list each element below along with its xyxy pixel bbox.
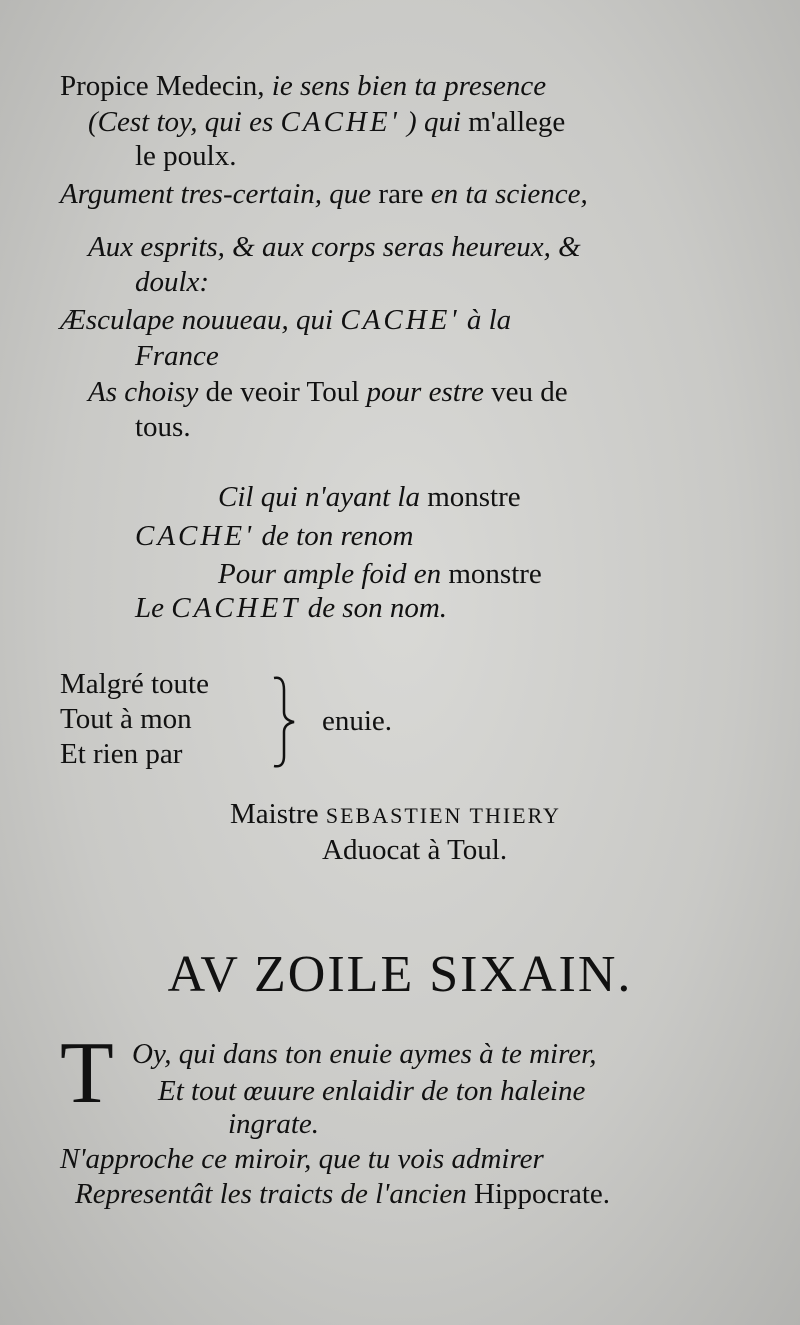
section-title: AV ZOILE SIXAIN. [167, 946, 633, 1003]
poem1-line-6: doulx: [135, 266, 210, 298]
anagram-line-2: Tout à mon [60, 703, 192, 735]
poem1-line-2-c: ) qui [399, 106, 461, 138]
poem1-line-9-d: veu de [483, 376, 568, 408]
sixain-line-5 [75, 1180, 610, 1209]
poem1-line-4-b: rare [371, 178, 431, 210]
poem2-line-3-b: monstre [441, 558, 542, 590]
signature-name: SEBASTIEN THIERY [325, 803, 561, 828]
poem1-line-10: tous. [135, 411, 191, 443]
poem1-line-2-cache: CACHE' [280, 106, 400, 138]
poem1-line-3: le poulx. [135, 140, 237, 172]
poem1-line-2-a: (Cest toy, qui es [88, 106, 281, 138]
poem2-line-4-cachet: CACHET [171, 592, 301, 624]
poem1-line-9-a: As choisy [88, 376, 199, 408]
sixain-line-5-b: Hippocrate. [466, 1178, 611, 1210]
poem2-line-2-b: de ton renom [254, 520, 414, 552]
poem2-line-4-c: de son nom. [300, 592, 448, 624]
poem1-line-7-cache: CACHE' [340, 304, 460, 336]
poem1-line-9 [88, 378, 568, 407]
anagram-line-3: Et rien par [60, 738, 183, 770]
poem1-line-1 [60, 72, 546, 101]
poem1-line-9-b: de veoir Toul [198, 376, 367, 408]
poem2-line-2-cache: CACHE' [135, 520, 255, 552]
poem1-line-1-a: Propice Medecin, [60, 70, 265, 102]
poem1-line-1-b: ie sens bien ta presence [264, 70, 547, 102]
signature-line-2: Aduocat à Toul. [322, 834, 508, 866]
poem2-line-3 [218, 560, 542, 589]
poem1-line-5: Aux esprits, & aux corps seras heureux, & [88, 231, 581, 263]
poem1-line-7 [60, 306, 511, 335]
poem2-line-1-a: Cil qui n'ayant la [218, 481, 420, 513]
anagram-line-1: Malgré toute [60, 668, 209, 700]
poem2-line-3-a: Pour ample foid en [218, 558, 442, 590]
poem1-line-2-d: m'allege [461, 106, 566, 138]
poem2-line-1 [218, 483, 521, 512]
anagram-shared: enuie. [322, 705, 393, 737]
poem1-line-8: France [135, 340, 219, 372]
poem1-line-4 [60, 180, 588, 209]
sixain-line-4: N'approche ce miroir, que tu vois admirer [60, 1143, 544, 1175]
sixain-line-1: Oy, qui dans ton enuie aymes à te mirer, [132, 1038, 597, 1070]
signature-prefix: Maistre [230, 798, 326, 830]
brace-icon [268, 670, 308, 775]
poem2-line-4-a: Le [135, 592, 172, 624]
poem1-line-4-a: Argument tres-certain, que [60, 178, 372, 210]
drop-cap: T [60, 1025, 114, 1122]
poem2-line-1-b: monstre [419, 481, 521, 513]
poem1-line-2 [88, 108, 565, 137]
sixain-line-5-a: Representât les traicts de l'ancien [75, 1178, 467, 1210]
poem2-line-2 [135, 522, 413, 551]
poem1-line-7-c: à la [459, 304, 512, 336]
poem2-line-4 [135, 594, 447, 623]
poem1-line-4-c: en ta science, [430, 178, 588, 210]
signature-line-1 [230, 800, 561, 829]
poem1-line-9-c: pour estre [366, 376, 484, 408]
poem1-line-7-a: Æsculape nouueau, qui [60, 304, 341, 336]
sixain-line-3: ingrate. [228, 1108, 320, 1140]
sixain-line-2: Et tout œuure enlaidir de ton haleine [158, 1075, 586, 1107]
